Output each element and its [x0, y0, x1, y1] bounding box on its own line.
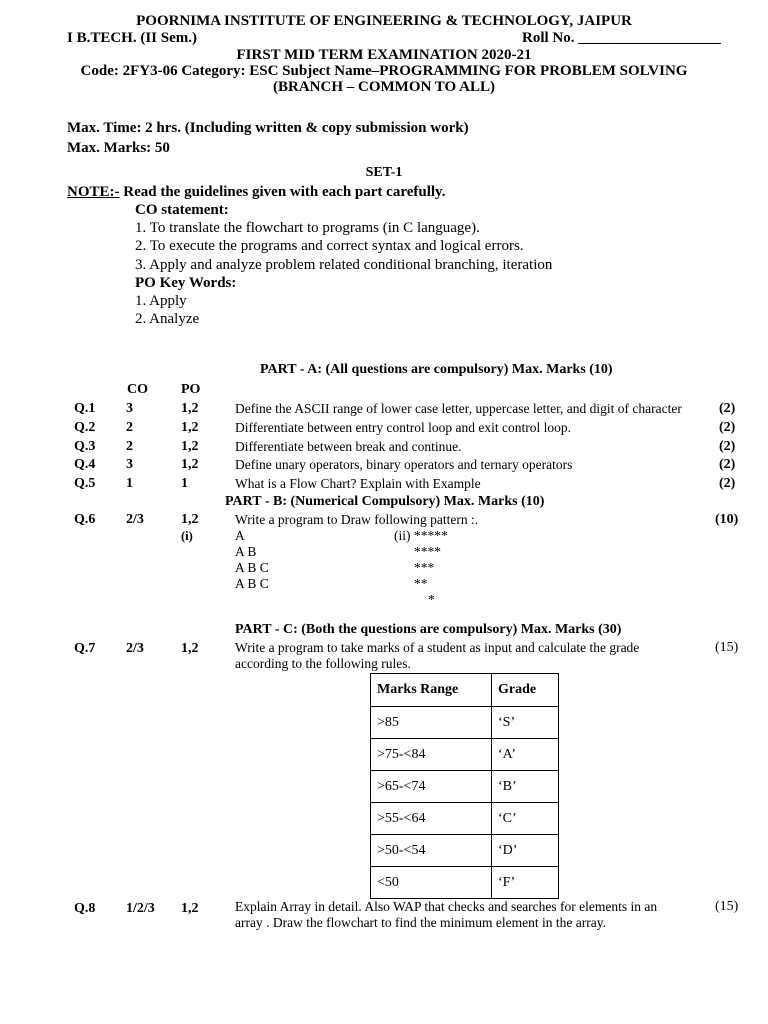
roll-no: Roll No. ___________________	[522, 30, 721, 46]
question-number: Q.1	[74, 401, 96, 416]
exam-title: FIRST MID TERM EXAMINATION 2020-21	[236, 47, 532, 63]
question-text: Differentiate between entry control loop and exit control loop.	[235, 420, 572, 435]
pattern-i-line: A B C	[235, 560, 269, 575]
class-label: I B.TECH. (II Sem.)	[67, 30, 198, 46]
part-a-heading: PART - A: (All questions are compulsory) Max. Marks (10)	[260, 362, 613, 377]
question-marks: (2)	[719, 476, 736, 491]
question-co: 1/2/3	[126, 901, 155, 916]
marks-range-cell: <50	[371, 867, 492, 899]
question-number: Q.4	[74, 457, 96, 472]
question-number: Q.5	[74, 476, 96, 491]
question-text: Define unary operators, binary operators and ternary operators	[235, 457, 573, 472]
question-number: Q.3	[74, 439, 96, 454]
grade-cell: ‘F’	[492, 867, 559, 899]
table-row	[371, 835, 559, 867]
note-label: NOTE:-	[67, 184, 120, 200]
question-marks: (2)	[719, 401, 736, 416]
question-po: 1,2	[181, 457, 199, 472]
grade-cell: ‘D’	[492, 835, 559, 867]
question-number: Q.8	[74, 901, 96, 916]
table-row	[371, 739, 559, 771]
pattern-i-line: A B	[235, 544, 257, 559]
question-marks: (15)	[715, 899, 739, 914]
po-column-header: PO	[181, 382, 201, 397]
question-text: Differentiate between break and continue.	[235, 439, 462, 454]
question-co: 2	[126, 420, 133, 435]
question-text-line-2: according to the following rules.	[235, 656, 411, 671]
question-marks: (2)	[719, 420, 736, 435]
question-marks: (2)	[719, 439, 736, 454]
table-row	[371, 707, 559, 739]
pattern-ii-label: (ii)	[394, 528, 411, 543]
question-marks: (10)	[715, 512, 739, 527]
institute-title: POORNIMA INSTITUTE OF ENGINEERING & TECHNOLOGY, JAIPUR	[136, 13, 632, 29]
marks-range-cell: >55-<64	[371, 803, 492, 835]
marks-range-cell: >75-<84	[371, 739, 492, 771]
question-number: Q.6	[74, 512, 96, 527]
question-co: 3	[126, 401, 133, 416]
question-text-line-1: Write a program to take marks of a student as input and calculate the grade	[235, 640, 640, 655]
co-heading: CO statement:	[135, 202, 229, 218]
pattern-i-line: A B C	[235, 576, 269, 591]
question-number: Q.7	[74, 641, 96, 656]
note-line	[67, 184, 445, 201]
grade-table	[370, 673, 559, 899]
table-row	[371, 771, 559, 803]
grade-table-header	[371, 674, 559, 707]
question-po: 1,2	[181, 901, 199, 916]
co-column-header: CO	[127, 382, 148, 397]
question-co: 2/3	[126, 641, 144, 656]
question-po: 1,2	[181, 420, 199, 435]
po-heading: PO Key Words:	[135, 275, 237, 291]
question-text: What is a Flow Chart? Explain with Example	[235, 476, 481, 491]
pattern-ii-line: **	[414, 576, 428, 591]
co-item-2: 2. To execute the programs and correct syntax and logical errors.	[135, 238, 524, 254]
question-text: Write a program to Draw following pattern :.	[235, 512, 479, 527]
co-item-3: 3. Apply and analyze problem related conditional branching, iteration	[135, 257, 553, 273]
pattern-ii-line: ****	[414, 544, 441, 559]
po-item-1: 1. Apply	[135, 293, 187, 309]
table-row	[371, 867, 559, 899]
pattern-ii-line: *****	[414, 528, 448, 543]
question-marks: (15)	[715, 640, 739, 655]
grade-cell: ‘C’	[492, 803, 559, 835]
set-label: SET-1	[365, 165, 403, 180]
pattern-i-line: A	[235, 528, 245, 543]
question-co: 1	[126, 476, 133, 491]
column-header: Marks Range	[371, 674, 492, 707]
question-co: 2/3	[126, 512, 144, 527]
marks-range-cell: >65-<74	[371, 771, 492, 803]
question-po: 1,2	[181, 439, 199, 454]
marks-range-cell: >50-<54	[371, 835, 492, 867]
question-marks: (2)	[719, 457, 736, 472]
table-row	[371, 803, 559, 835]
max-marks: Max. Marks: 50	[67, 140, 170, 156]
grade-cell: ‘A’	[492, 739, 559, 771]
grade-cell: ‘B’	[492, 771, 559, 803]
branch-label: (BRANCH – COMMON TO ALL)	[273, 79, 495, 95]
question-po: 1	[181, 476, 188, 491]
question-number: Q.2	[74, 420, 96, 435]
co-item-1: 1. To translate the flowchart to programs (in C language).	[135, 220, 480, 236]
question-po: 1,2	[181, 401, 199, 416]
pattern-ii-line: ***	[414, 560, 435, 575]
question-text-line-2: array . Draw the flowchart to find the minimum element in the array.	[235, 915, 606, 930]
marks-range-cell: >85	[371, 707, 492, 739]
question-co: 3	[126, 457, 133, 472]
subject-code: Code: 2FY3-06 Category: ESC Subject Name–PROGRAMMING FOR PROBLEM SOLVING	[80, 63, 688, 79]
grade-cell: ‘S’	[492, 707, 559, 739]
part-b-heading: PART - B: (Numerical Compulsory) Max. Marks (10)	[225, 494, 545, 509]
question-text: Define the ASCII range of lower case letter, uppercase letter, and digit of character	[235, 401, 682, 416]
po-item-2: 2. Analyze	[135, 311, 200, 327]
question-co: 2	[126, 439, 133, 454]
note-text: Read the guidelines given with each part carefully.	[119, 184, 446, 200]
question-po: 1,2	[181, 641, 199, 656]
part-c-heading: PART - C: (Both the questions are compulsory) Max. Marks (30)	[235, 622, 622, 637]
max-time: Max. Time: 2 hrs. (Including written & copy submission work)	[67, 120, 469, 136]
pattern-i-label: (i)	[181, 529, 193, 543]
question-po: 1,2	[181, 512, 199, 527]
question-text-line-1: Explain Array in detail. Also WAP that checks and searches for elements in an	[235, 899, 658, 914]
pattern-ii-line: *	[428, 592, 435, 607]
column-header: Grade	[492, 674, 559, 707]
